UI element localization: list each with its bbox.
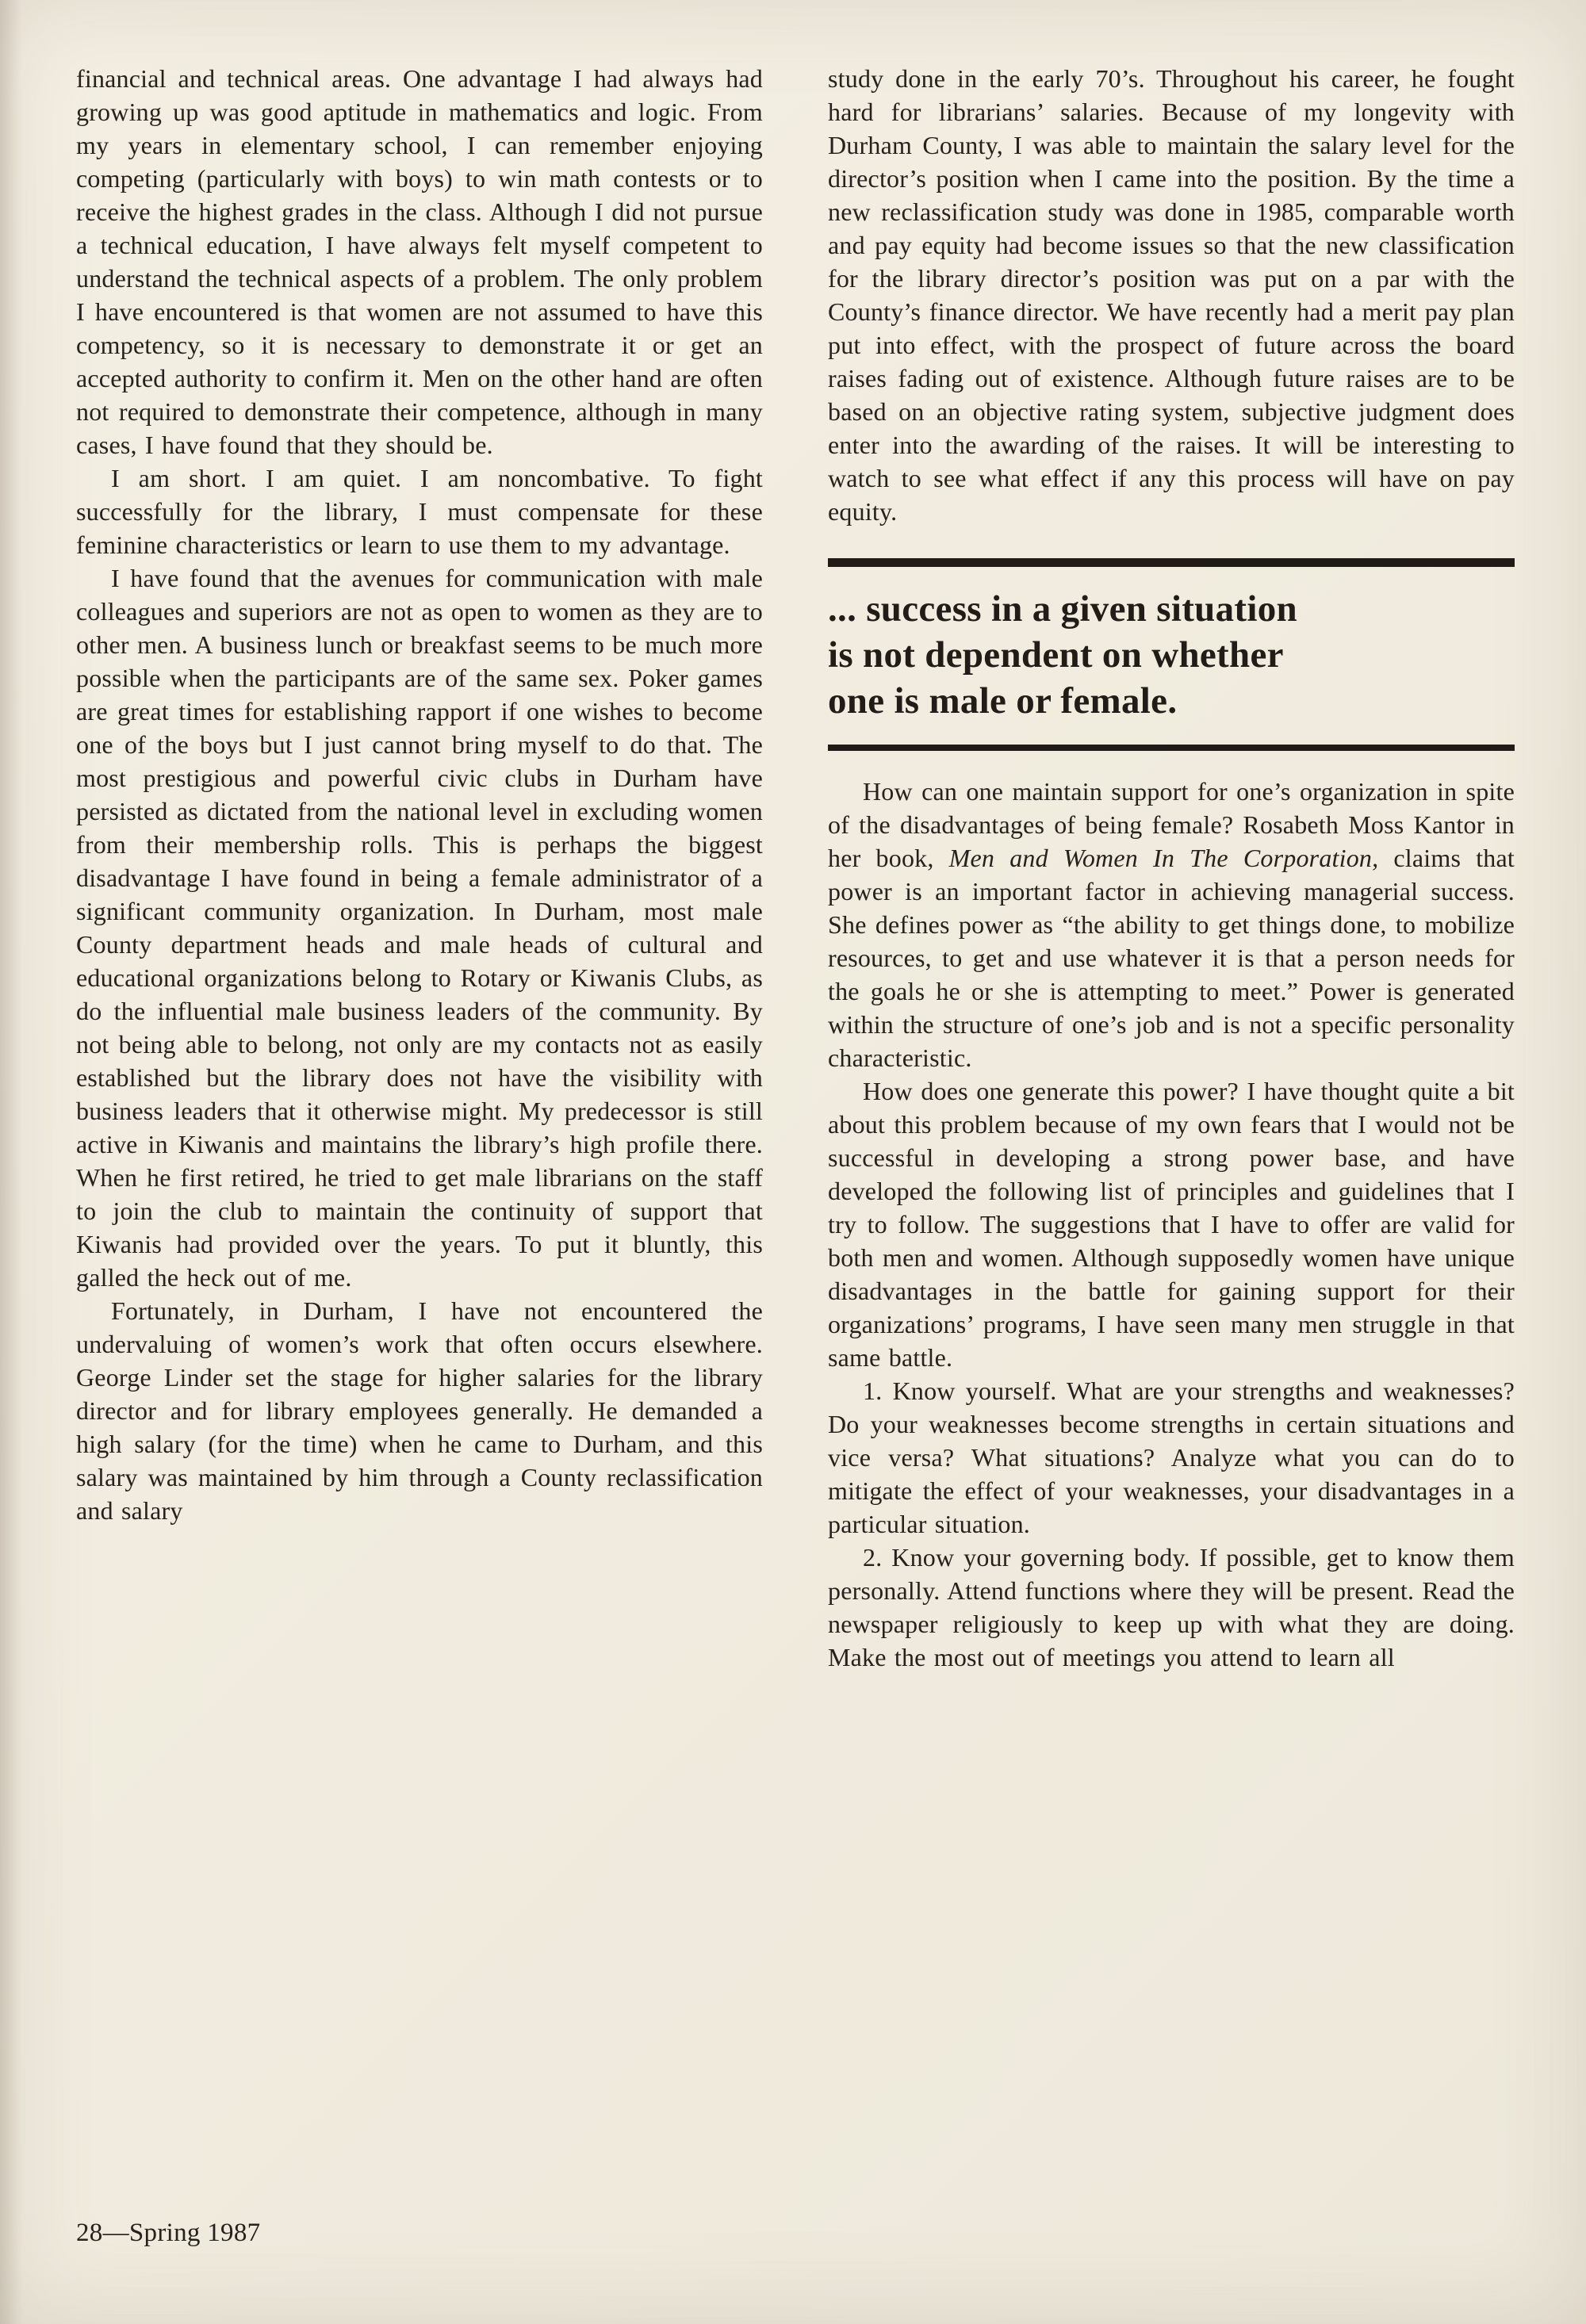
two-column-layout [76, 62, 1515, 1674]
paragraph-know-yourself: 1. Know yourself. What are your strengths and weaknesses? Do your weaknesses become strengths in certain situations and vice versa? What situations? Analyze what you can do to mitigate the effect of your weaknesses, your disadvantages in a particular situation. [828, 1376, 1515, 1538]
paragraph-technical-areas: financial and technical areas. One advantage I had always had growing up was good aptitude in mathematics and logic. From my years in elementary school, I can remember enjoying competing (particularly with boys) to win math contests or to receive the highest grades in the class. Although I did not pursue a technical education, I have always felt myself competent to understand the technical aspects of a problem. The only problem I have encountered is that women are not assumed to have this competency, so it is necessary to demonstrate it or get an accepted authority to confirm it. Men on the other hand are often not required to demonstrate their competence, although in many cases, I have found that they should be. [76, 64, 763, 459]
pull-quote-top-rule [828, 558, 1515, 567]
paragraph-maintain-support [828, 775, 1515, 1074]
pull-quote-text [828, 567, 1515, 745]
paragraph-i-am-short: I am short. I am quiet. I am noncombative. To fight successfully for the library, I must compensate for these feminine characteristics or learn to use them to my advantage. [76, 464, 763, 559]
paragraph-avenues-communication: I have found that the avenues for communication with male colleagues and superiors are not as open to women as they are to other men. A business lunch or breakfast seems to be much more possible when the participants are of the same sex. Poker games are great times for establishing rapport if one wishes to become one of the boys but I just cannot bring myself to do that. The most prestigious and powerful civic clubs in Durham have persisted as dictated from the national level in excluding women from their membership rolls. This is perhaps the biggest disadvantage I have found in being a female administrator of a significant community organization. In Durham, most male County department heads and male heads of cultural and educational organizations belong to Rotary or Kiwanis Clubs, as do the influential male business leaders of the community. By not being able to belong, not only are my contacts not as easily established but the library does not have the visibility with business leaders that it otherwise might. My predecessor is still active in Kiwanis and maintains the library’s high profile there. When he first retired, he tried to get male librarians on the staff to join the club to maintain the continuity of support that Kiwanis had provided over the years. To put it bluntly, this galled the heck out of me. [76, 564, 763, 1292]
paragraph-salary-study: study done in the early 70’s. Throughout his career, he fought hard for librarians’ salaries. Because of my longevity with Durham County, I was able to maintain the salary level for the director’s position when I came into the position. By the time a new reclassification study was done in 1985, comparable worth and pay equity had become issues so that the new classification for the library director’s position was put on a par with the County’s finance director. We have recently had a merit pay plan put into effect, with the prospect of future across the board raises fading out of existence. Although future raises are to be based on an objective rating system, subjective judgment does enter into the awarding of the raises. It will be interesting to watch to see what effect if any this process will have on pay equity. [828, 64, 1515, 526]
right-column [828, 62, 1515, 1674]
pull-quote-line-2: is not dependent on whether [828, 634, 1284, 676]
left-column [76, 62, 763, 1674]
pull-quote-line-1: ... success in a given situation [828, 588, 1297, 630]
power-paragraph-post: claims that power is an important factor in achieving managerial success. She defines power as “the ability to get things done, to mobilize resources, to get and use whatever it is that a person needs for the goals he or she is attempting to meet.” Power is generated within the structure of one’s job and is not a specific personality characteristic. [828, 844, 1515, 1072]
page-number-footer: 28—Spring 1987 [76, 2219, 261, 2247]
pull-quote-line-3: one is male or female. [828, 680, 1178, 722]
paragraph-fortunately-durham: Fortunately, in Durham, I have not encountered the undervaluing of women’s work that often occurs elsewhere. George Linder set the stage for higher salaries for the library director and for library employees generally. He demanded a high salary (for the time) when he came to Durham, and this salary was maintained by him through a County reclassification and salary [76, 1296, 763, 1525]
pull-quote [828, 558, 1515, 751]
book-title-italic: Men and Women In The Corporation, [948, 844, 1379, 872]
paragraph-know-governing-body: 2. Know your governing body. If possible, get to know them personally. Attend functions where they will be present. Read the newspaper religiously to keep up with what they are doing. Make the most out of meetings you attend to learn all [828, 1543, 1515, 1671]
pull-quote-bottom-rule [828, 745, 1515, 751]
paragraph-generate-power: How does one generate this power? I have thought quite a bit about this problem because of my own fears that I would not be successful in developing a strong power base, and have developed the following list of principles and guidelines that I try to follow. The suggestions that I have to offer are valid for both men and women. Although supposedly women have unique disadvantages in the battle for gaining support for their organizations’ programs, I have seen many men struggle in that same battle. [828, 1077, 1515, 1372]
power-paragraph-pre: How can one maintain support for one’s organization in spite of the disadvantages of being female? Rosabeth Moss Kantor in her book, [828, 777, 1515, 872]
